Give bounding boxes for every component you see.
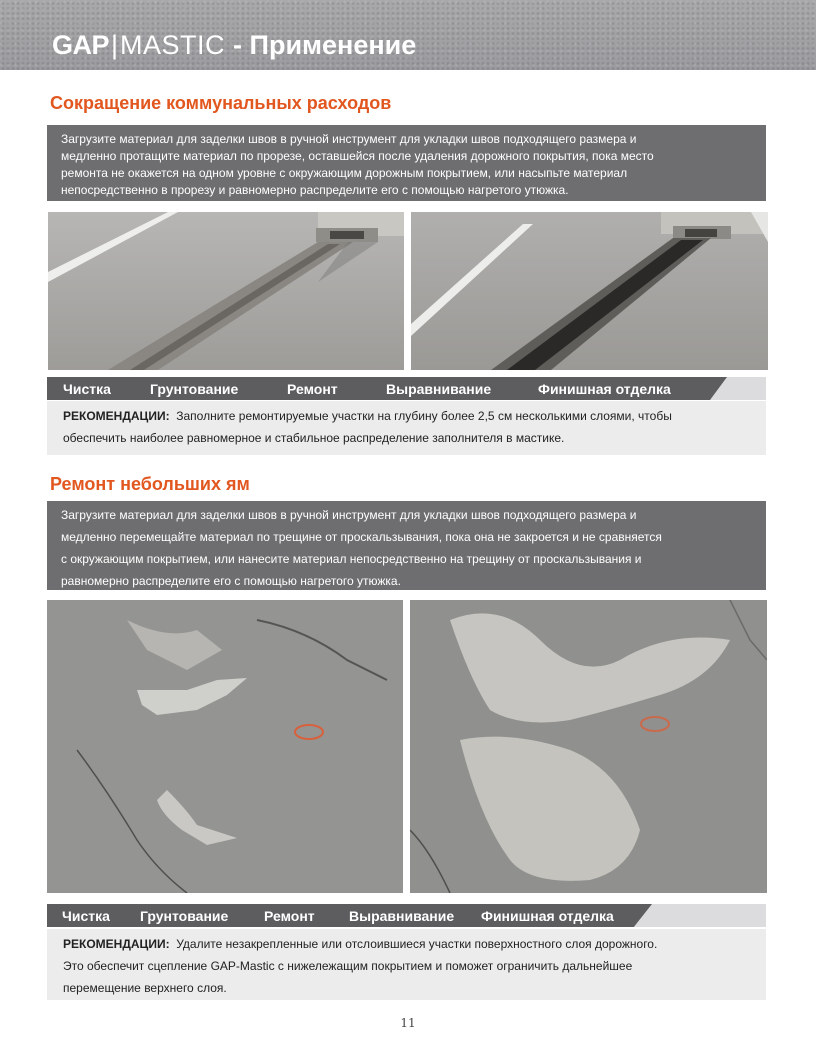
step-finishing: Финишная отделка xyxy=(481,908,614,924)
recommendation-line: обеспечить наиболее равномерное и стабильное распределение заполнителя в мастике. xyxy=(63,431,565,445)
step-repair: Ремонт xyxy=(287,381,338,397)
description-line: непосредственно в прорезу и равномерно распределите его с помощью нагретого утюжка. xyxy=(61,183,569,197)
step-priming: Грунтование xyxy=(150,381,239,397)
step-priming: Грунтование xyxy=(140,908,229,924)
description-line: медленно перемещайте материал по трещине от проскальзывания, пока она не закроется и не сравняется xyxy=(61,530,662,544)
page-number: 11 xyxy=(400,1016,416,1030)
description-line: с окружающим покрытием, или нанесите материал непосредственно на трещину от проскальзывания и xyxy=(61,552,642,566)
step-finishing: Финишная отделка xyxy=(538,381,671,397)
header-banner xyxy=(0,0,816,70)
section1-recommendation xyxy=(47,401,766,455)
section2-steps-bar xyxy=(47,904,766,927)
brand-separator: | xyxy=(111,30,119,60)
recommendation-label: РЕКОМЕНДАЦИИ: xyxy=(63,937,170,951)
page-title xyxy=(52,30,416,64)
trench-after-photo xyxy=(411,212,768,370)
step-repair: Ремонт xyxy=(264,908,315,924)
brand-gap: GAP xyxy=(52,30,110,60)
recommendation-line: перемещение верхнего слоя. xyxy=(63,981,227,995)
step-cleaning: Чистка xyxy=(63,381,111,397)
description-line: Загрузите материал для заделки швов в ручной инструмент для укладки швов подходящего размера и xyxy=(61,132,637,146)
section2-title: Ремонт небольших ям xyxy=(50,474,250,494)
description-line: равномерно распределите его с помощью нагретого утюжка. xyxy=(61,574,401,588)
trench-before-photo xyxy=(48,212,404,370)
recommendation-line xyxy=(63,405,750,427)
section1-steps-bar xyxy=(47,377,766,400)
description-line: Загрузите материал для заделки швов в ручной инструмент для укладки швов подходящего размера и xyxy=(61,508,637,522)
recommendation-line: Это обеспечит сцепление GAP-Mastic с нижележащим покрытием и поможет ограничить дальнейшее xyxy=(63,959,633,973)
section2-recommendation xyxy=(47,929,766,1000)
recommendation-label: РЕКОМЕНДАЦИИ: xyxy=(63,409,170,423)
description-line: медленно протащите материал по прорезе, оставшейся после удаления дорожного покрытия, пока место xyxy=(61,149,654,163)
pothole-after-photo xyxy=(410,600,767,893)
step-cleaning: Чистка xyxy=(62,908,110,924)
recommendation-text: Заполните ремонтируемые участки на глубину более 2,5 см несколькими слоями, чтобы xyxy=(176,409,672,423)
description-line: ремонта не окажется на одном уровне с окружающим дорожным покрытием, или насыпьте материал xyxy=(61,166,628,180)
pothole-before-photo xyxy=(47,600,403,893)
recommendation-line xyxy=(63,933,750,955)
section1-title: Сокращение коммунальных расходов xyxy=(50,93,392,113)
step-leveling: Выравнивание xyxy=(349,908,455,924)
section1-description xyxy=(47,125,766,201)
recommendation-text: Удалите незакрепленные или отслоившиеся участки поверхностного слоя дорожного. xyxy=(176,937,658,951)
step-leveling: Выравнивание xyxy=(386,381,492,397)
brand-mastic: MASTIC xyxy=(120,30,226,60)
section2-description xyxy=(47,501,766,590)
title-rest: - Применение xyxy=(233,30,417,60)
